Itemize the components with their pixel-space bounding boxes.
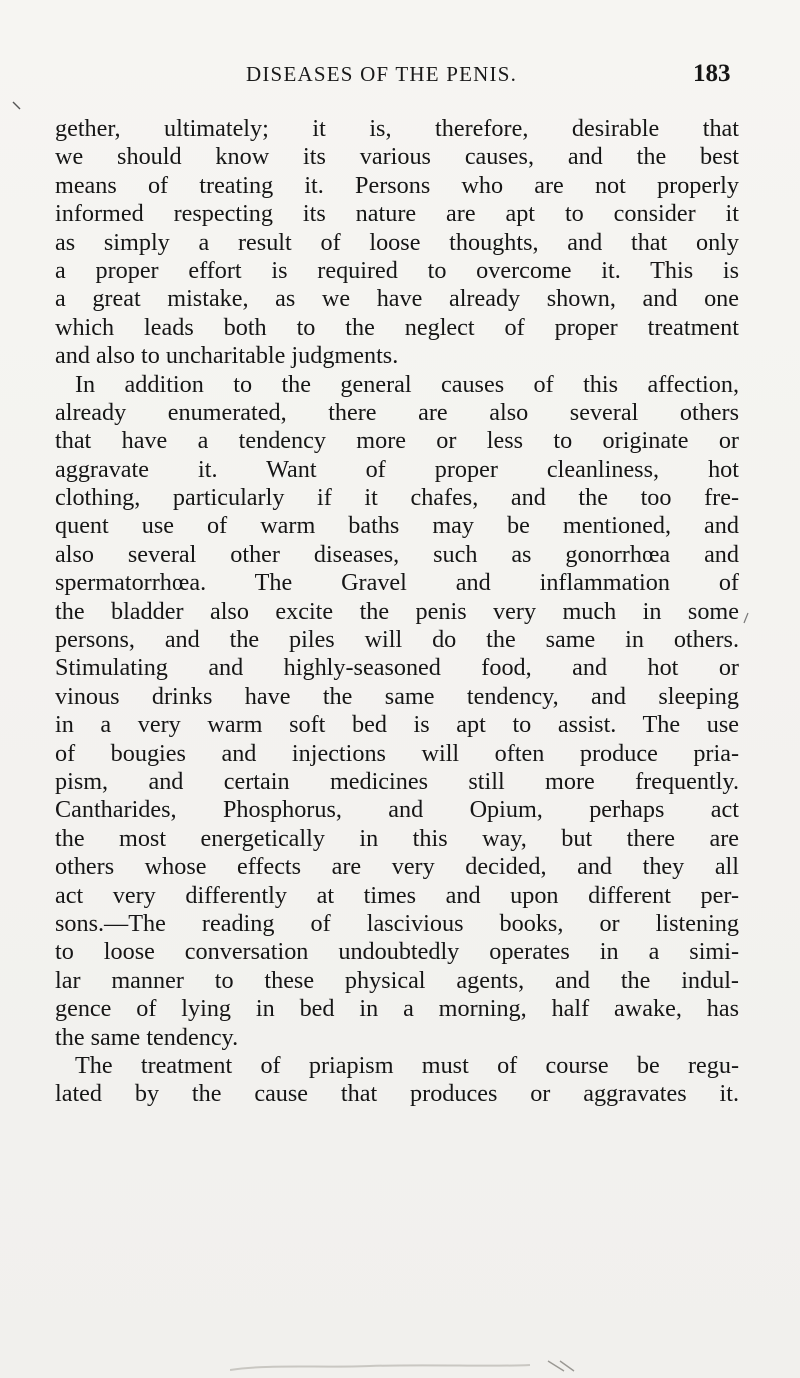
text-line-23: of bougies and injections will often produce pria-	[55, 739, 739, 767]
scan-smudge-icon	[230, 1358, 610, 1372]
text-line-1: gether, ultimately; it is, therefore, desirable that	[55, 115, 739, 142]
margin-tick-icon	[742, 612, 750, 624]
text-line-25: Cantharides, Phosphorus, and Opium, perhaps act	[55, 796, 739, 824]
page-number: 183	[693, 60, 731, 87]
text-line-2: we should know its various causes, and the best	[55, 143, 739, 171]
text-line-4: informed respecting its nature are apt to consider it	[55, 200, 739, 228]
text-line-14: clothing, particularly if it chafes, and the too fre-	[55, 484, 739, 512]
text-line-22: in a very warm soft bed is apt to assist. The use	[55, 711, 739, 739]
text-line-9: and also to uncharitable judgments.	[55, 342, 399, 370]
text-line-31: lar manner to these physical agents, and the indul-	[55, 966, 739, 994]
text-line-10: In addition to the general causes of this affection,	[75, 370, 739, 398]
text-line-35: lated by the cause that produces or aggravates it.	[55, 1080, 739, 1108]
text-line-6: a proper effort is required to overcome it. This is	[55, 256, 739, 284]
margin-speck-icon	[11, 100, 25, 114]
text-line-13: aggravate it. Want of proper cleanliness, hot	[55, 455, 739, 483]
text-line-12: that have a tendency more or less to originate or	[55, 427, 739, 455]
text-line-11: already enumerated, there are also several others	[55, 398, 739, 426]
text-line-26: the most energetically in this way, but there are	[55, 824, 739, 852]
text-line-17: spermatorrhœa. The Gravel and inflammation of	[55, 569, 739, 597]
running-head	[0, 62, 800, 92]
text-line-27: others whose effects are very decided, and they all	[55, 853, 739, 881]
text-line-32: gence of lying in bed in a morning, half awake, has	[55, 995, 739, 1023]
text-line-19: persons, and the piles will do the same in others.	[55, 626, 739, 654]
text-line-30: to loose conversation undoubtedly operates in a simi-	[55, 938, 739, 966]
text-line-16: also several other diseases, such as gonorrhœa and	[55, 540, 739, 568]
text-line-20: Stimulating and highly-seasoned food, and hot or	[55, 654, 739, 682]
running-title: DISEASES OF THE PENIS.	[246, 62, 518, 86]
text-line-33: the same tendency.	[55, 1023, 239, 1051]
text-line-15: quent use of warm baths may be mentioned, and	[55, 512, 739, 540]
body-text	[55, 115, 739, 1109]
text-line-7: a great mistake, as we have already shown, and one	[55, 285, 739, 313]
text-line-8: which leads both to the neglect of proper treatment	[55, 313, 739, 341]
text-line-29: sons.—The reading of lascivious books, or listening	[55, 909, 739, 937]
text-line-34: The treatment of priapism must of course be regu-	[75, 1051, 739, 1079]
text-line-18: the bladder also excite the penis very much in some	[55, 597, 739, 625]
text-line-3: means of treating it. Persons who are not properly	[55, 171, 739, 199]
text-line-24: pism, and certain medicines still more frequently.	[55, 767, 739, 795]
text-line-5: as simply a result of loose thoughts, and that only	[55, 228, 739, 256]
text-line-21: vinous drinks have the same tendency, and sleeping	[55, 682, 739, 710]
text-line-28: act very differently at times and upon different per-	[55, 881, 739, 909]
